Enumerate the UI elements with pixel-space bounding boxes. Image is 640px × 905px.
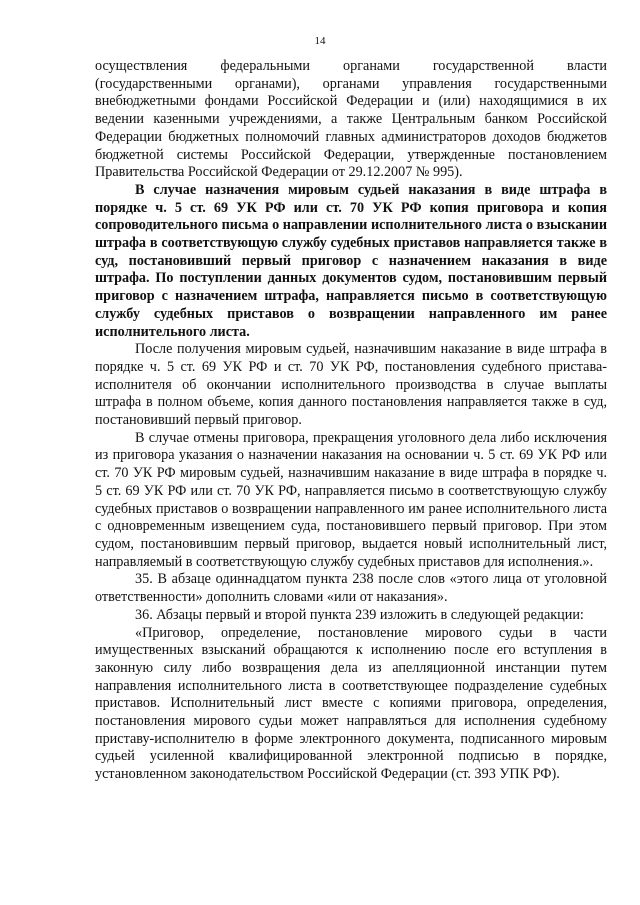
paragraph-3: После получения мировым судьей, назначившим наказание в виде штрафа в порядке ч. 5 ст. 69 УК РФ и ст. 70 УК РФ, постановления судебного пристава-исполнителя об окончании исполнительного производства в случае выплаты штрафа в полном объеме, копия данного постановления направляется также в суд, постановивший первый приговор. <box>95 341 607 429</box>
paragraph-5: 35. В абзаце одиннадцатом пункта 238 после слов «этого лица от уголовной ответственности» дополнить словами «или от наказания». <box>95 571 607 606</box>
paragraph-4: В случае отмены приговора, прекращения уголовного дела либо исключения из приговора указания о назначении наказания на основании ч. 5 ст. 69 УК РФ или ст. 70 УК РФ мировым судьей, назначившим наказание в виде штрафа в порядке ч. 5 ст. 69 УК РФ или ст. 70 УК РФ, направляется письмо в соответствующую службу судебных приставов о возвращении направленного им ранее исполнительного листа с одновременным извещением суда, постановившего первый приговор. При этом судом, постановившим первый приговор, выдается новый исполнительный лист, направляемый в соответствующую службу судебных приставов для исполнения.». <box>95 429 607 570</box>
document-body <box>95 58 607 784</box>
paragraph-7: «Приговор, определение, постановление мирового судьи в части имущественных взысканий обращаются к исполнению после его вступления в законную силу либо возвращения дела из апелляционной инстанции путем направления исполнительного листа в соответствующее подразделение судебных приставов. Исполнительный лист вместе с копиями приговора, определения, постановления мирового судьи может направляться для исполнения судебному приставу-исполнителю в форме электронного документа, подписанного мировым судьей усиленной квалифицированной электронной подписью в порядке, установленном законодательством Российской Федерации (ст. 393 УПК РФ). <box>95 624 607 783</box>
paragraph-1: осуществления федеральными органами государственной власти (государственными органами), органами управления государственными внебюджетными фондами Российской Федерации и (или) находящимися в их ведении казенными учреждениями, а также Центральным банком Российской Федерации бюджетных полномочий главных администраторов доходов бюджетов бюджетной системы Российской Федерации, утвержденные постановлением Правительства Российской Федерации от 29.12.2007 № 995). <box>95 58 607 181</box>
paragraph-2: В случае назначения мировым судьей наказания в виде штрафа в порядке ч. 5 ст. 69 УК РФ или ст. 70 УК РФ копия приговора и копия сопроводительного письма о направлении исполнительного листа о взыскании штрафа в соответствующую службу судебных приставов направляется также в суд, постановивший первый приговор с назначением наказания в виде штрафа. По поступлении данных документов судом, постановившим первый приговор с назначением штрафа, направляется письмо в соответствующую службу судебных приставов о возвращении направленного им ранее исполнительного листа. <box>95 181 607 340</box>
paragraph-6: 36. Абзацы первый и второй пункта 239 изложить в следующей редакции: <box>135 606 584 623</box>
page-number: 14 <box>314 35 326 47</box>
